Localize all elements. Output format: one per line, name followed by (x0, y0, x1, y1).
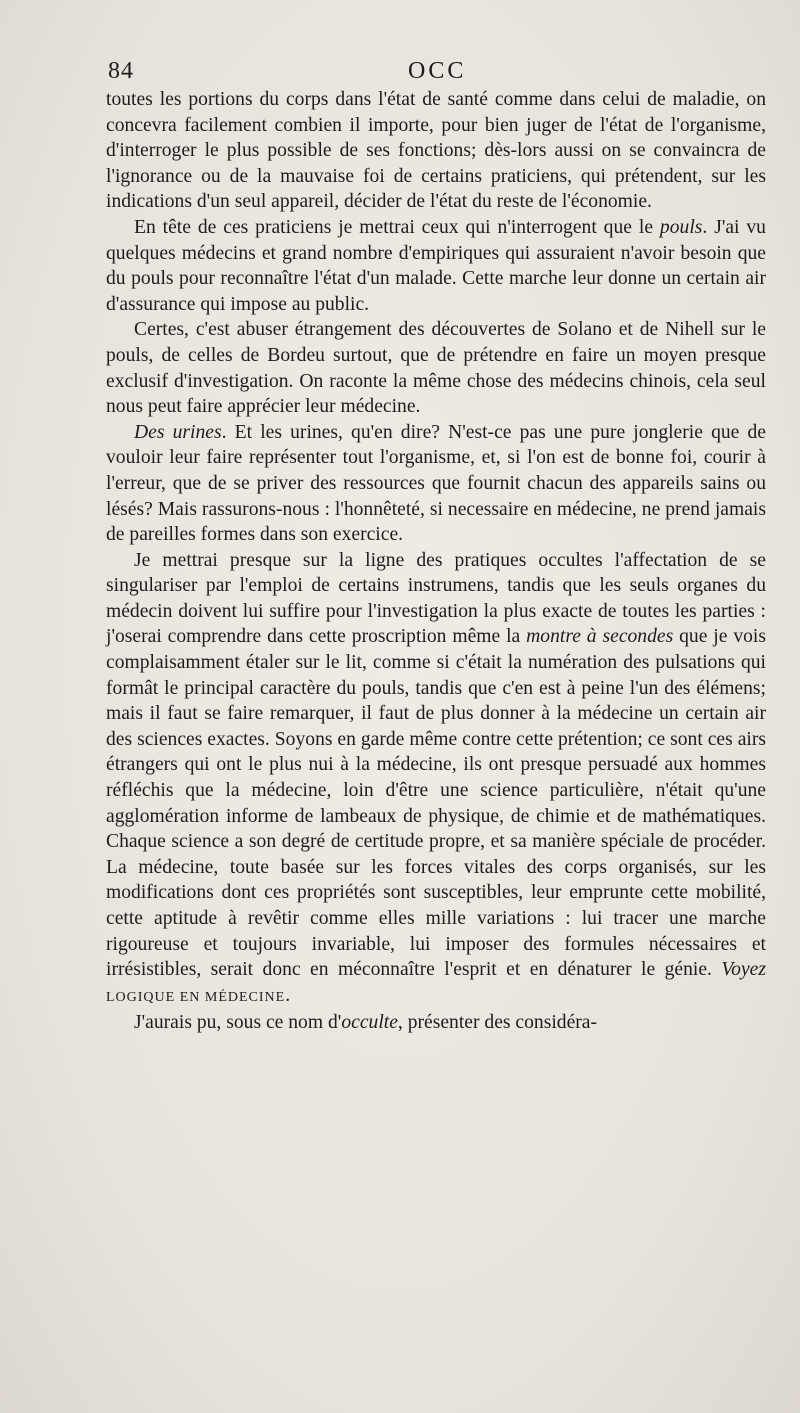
text-run: . (285, 984, 291, 1006)
text-run: Je mettrai presque sur la ligne des pratiques occultes l'affectation de se singulariser par l'emploi de certains instrumens, tandis que les seuls organes du médecin doivent lui suffire pour l'investigation la plus exacte de toutes les parties : j'oserai comprendre dans cette proscription même la (106, 549, 766, 648)
text-run: Certes, c'est abuser étrangement des découvertes de Solano et de Nihell sur le pouls, de celles de Bordeu surtout, que de prétendre en faire un moyen presque exclusif d'investigation. On raconte la même chose des médecins chinois, cela seul nous peut faire apprécier leur médecine. (106, 319, 766, 418)
paragraph (106, 1010, 766, 1036)
italic-term: occulte (341, 1012, 398, 1034)
text-run: . J'ai vu quelques médecins et grand nombre d'empiriques qui assuraient n'avoir besoin que du pouls pour reconnaître l'état d'un malade. Cette marche leur donne un certain air d'assurance qui impose au public. (106, 216, 766, 315)
text-run: J'aurais pu, sous ce nom d' (134, 1012, 342, 1034)
running-head: OCC (408, 58, 467, 84)
text-run: . Et les urines, qu'en dire? N'est-ce pas une pure jonglerie que de vouloir leur faire représenter tout l'organisme, et, si l'on est de bonne foi, courir à l'erreur, que de se priver des ressources que fournit chacun des appareils sains ou lésés? Mais rassurons-nous : l'honnêteté, si necessaire en médecine, ne prend jamais de pareilles formes dans son exercice. (106, 421, 766, 546)
section-lead-italic: Des urines (134, 421, 222, 443)
italic-term: Voyez (721, 959, 766, 981)
text-run: , présenter des considéra- (397, 1012, 598, 1034)
text-run: En tête de ces praticiens je mettrai ceux qui n'interrogent que le (134, 216, 660, 238)
italic-term: pouls (659, 216, 703, 238)
text-run: que je vois complaisamment étaler sur le lit, comme si c'était la numération des pulsations qui formât le principal caractère du pouls, tandis que c'en est à peine l'un des élémens; mais il faut se faire remarquer, il faut de plus donner à la médecine un certain air des sciences exactes. Soyons en garde même contre cette prétention; ce sont ces airs étrangers qui ont le plus nui à la médecine, ils ont presque persuadé aux hommes réfléchis que la médecine, loin d'être une science particulière, n'était qu'une agglomération informe de lambeaux de physique, de chimie et de mathématiques. Chaque science a son degré de certitude propre, et sa manière spéciale de procéder. La médecine, toute basée sur les forces vitales des corps organisés, sur les modifications dont ces propriétés sont susceptibles, leur emprunte cette mobilité, cette aptitude à revêtir comme elles mille variations : lui tracer une marche rigoureuse et toujours invariable, lui imposer des formules nécessaires et irrésistibles, serait donc en méconnaître l'esprit et en dénaturer le génie. (106, 626, 766, 981)
paragraph (106, 317, 766, 419)
page-number: 84 (108, 58, 134, 84)
text-run: toutes les portions du corps dans l'état de santé comme dans celui de maladie, on concevra facilement combien il importe, pour bien juger de l'état de l'organisme, d'interroger le plus possible de ses fonctions; dès-lors aussi on se convaincra de l'ignorance ou de la mauvaise foi de certains praticiens, qui prétendent, sur les indications d'un seul appareil, décider de l'état du reste de l'économie. (106, 89, 766, 213)
paragraph (106, 420, 766, 548)
paragraph (106, 548, 766, 1011)
cross-reference: LOGIQUE EN MÉDECINE (106, 989, 286, 1005)
body-text (106, 87, 766, 1036)
italic-term: montre à secondes (526, 626, 674, 648)
paragraph (106, 87, 766, 215)
paragraph (106, 215, 766, 317)
page-header (108, 58, 768, 88)
